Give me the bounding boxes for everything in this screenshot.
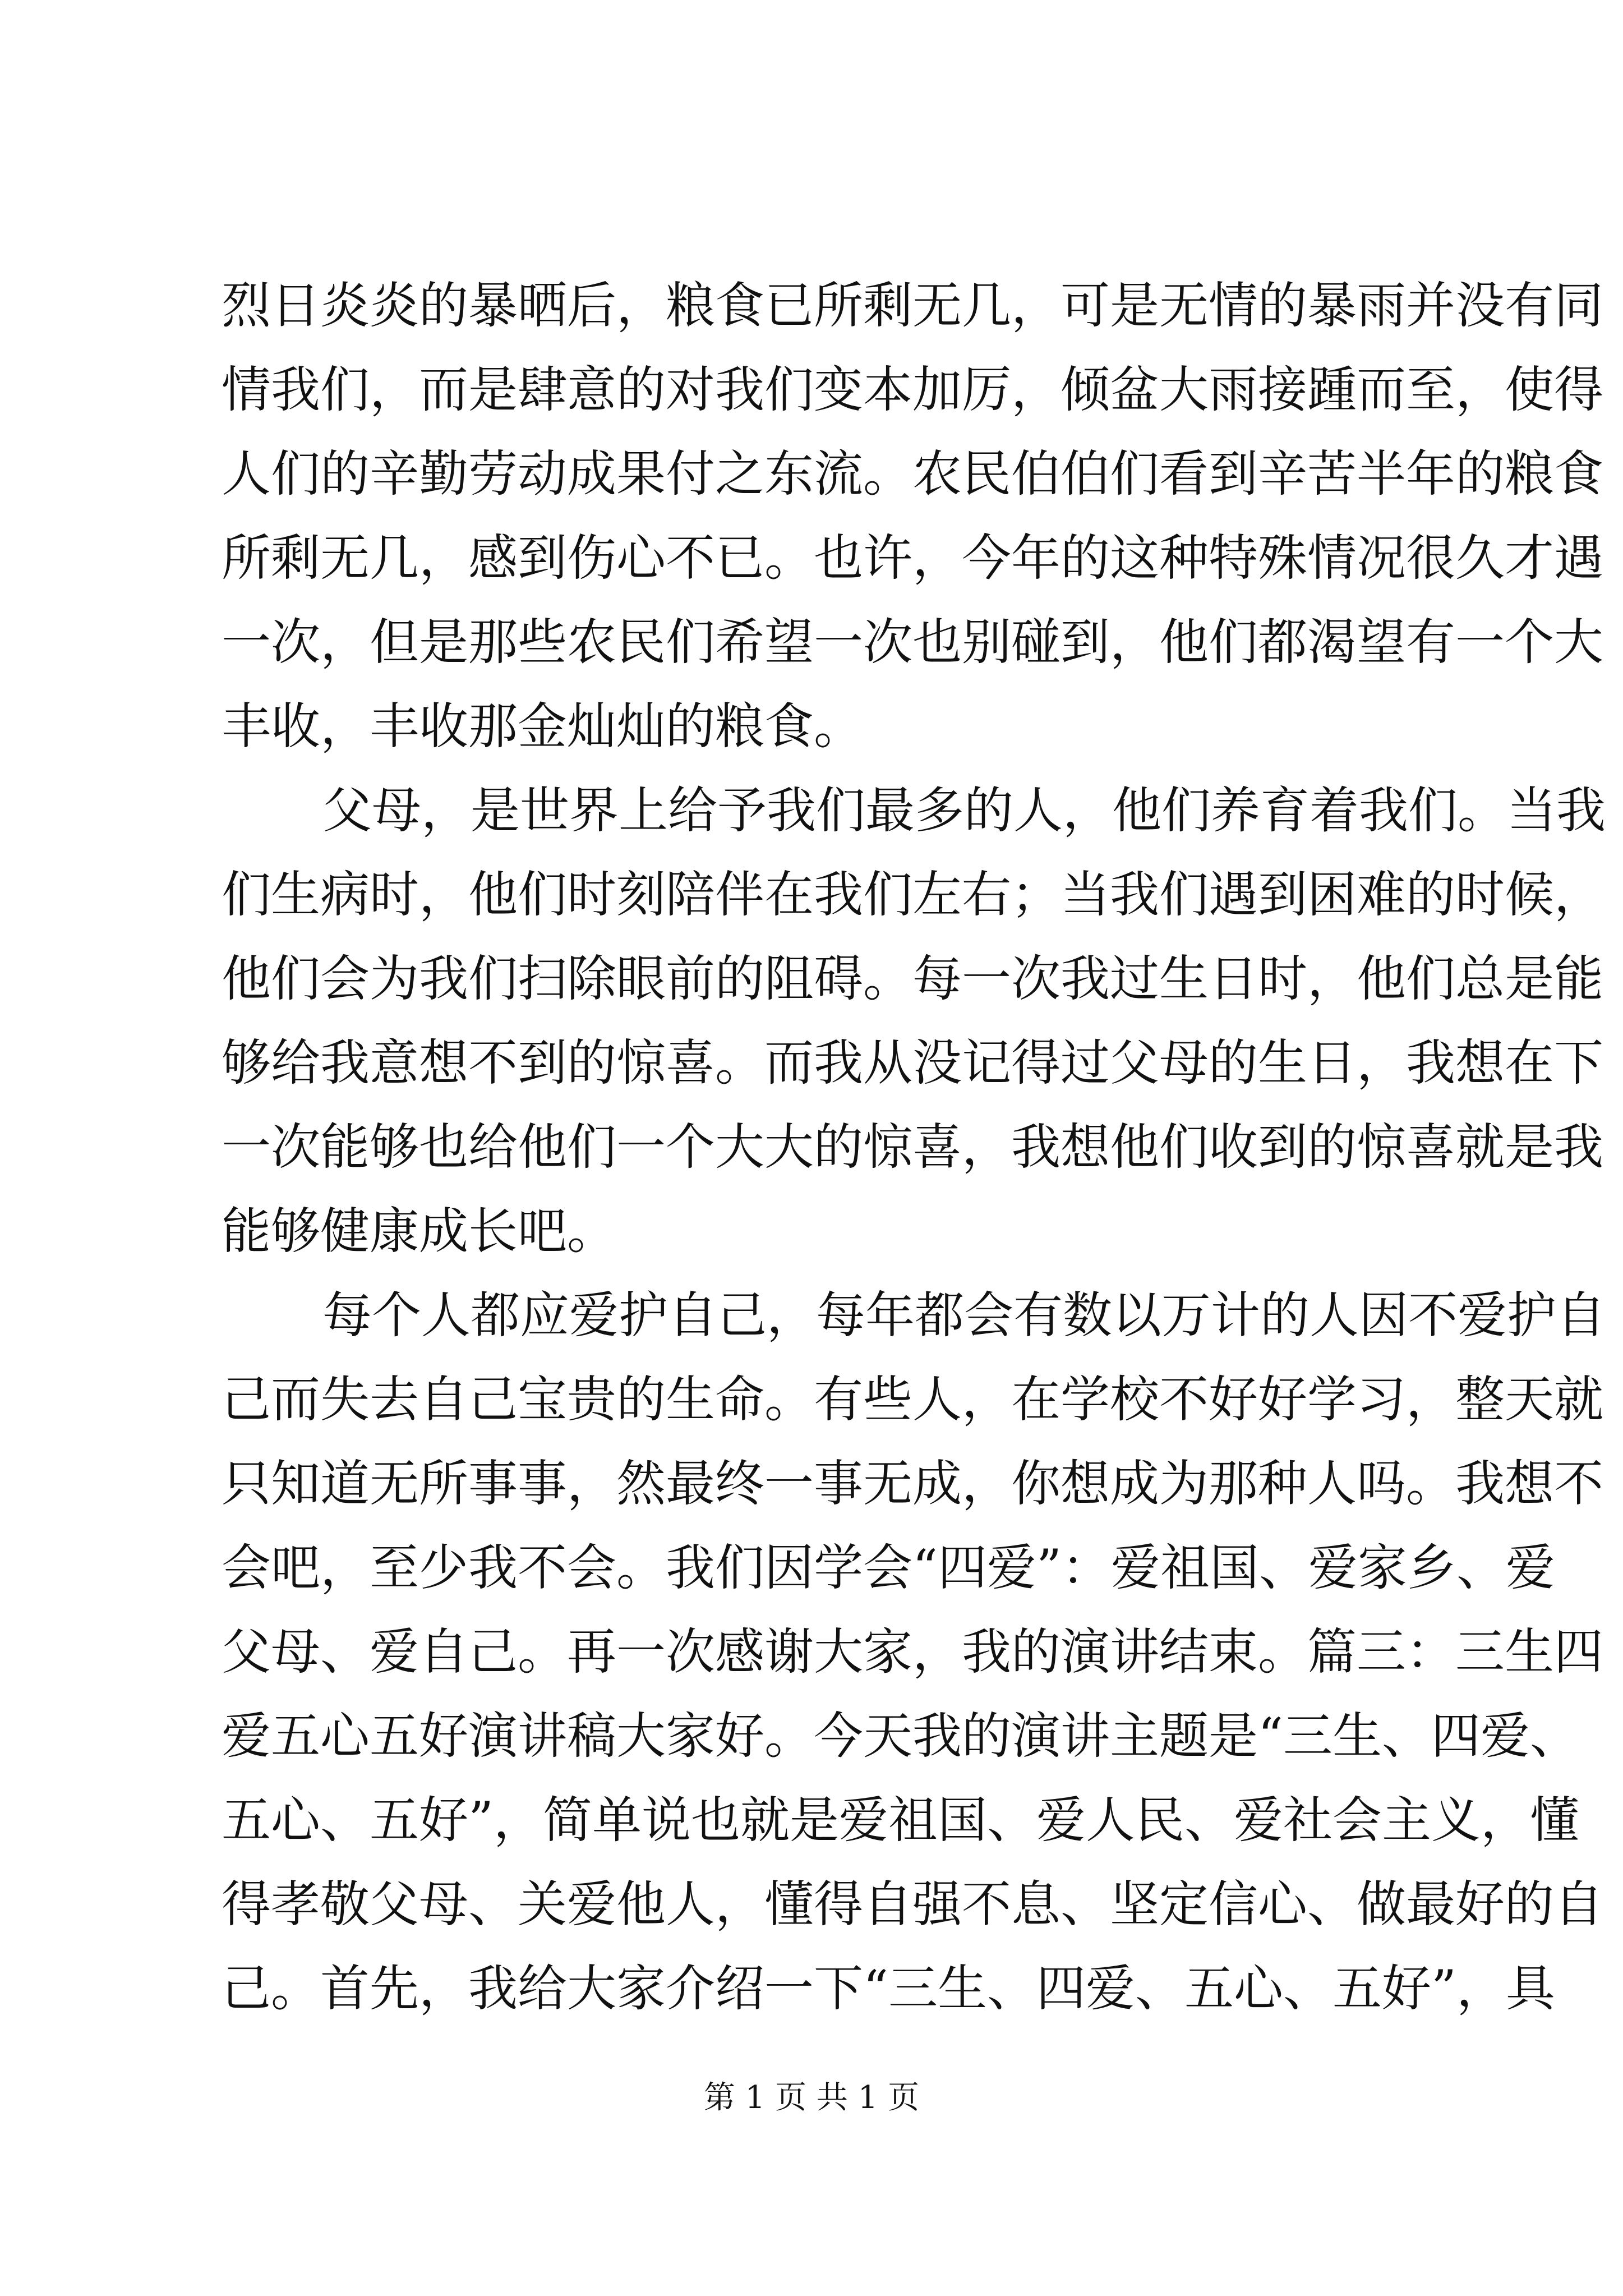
document-body	[222, 264, 1606, 2031]
text-line: 他们会为我们扫除眼前的阻碍。每一次我过生日时，他们总是能	[222, 950, 1604, 1007]
text-line: 能够健康成长吧。	[222, 1202, 617, 1260]
paragraph-first-line: 父母，是世界上给予我们最多的人，他们养育着我们。当我	[322, 781, 1606, 839]
text-line: 得孝敬父母、关爱他人，懂得自强不息、坚定信心、做最好的自	[222, 1875, 1604, 1933]
text-line: 己。首先，我给大家介绍一下“三生、四爱、五心、五好”，具	[222, 1959, 1555, 2017]
text-line: 五心、五好”，简单说也就是爱祖国、爱人民、爱社会主义，懂	[222, 1791, 1579, 1849]
text-line: 够给我意想不到的惊喜。而我从没记得过父母的生日，我想在下	[222, 1034, 1604, 1092]
text-line: 烈日炎炎的暴晒后，粮食已所剩无几，可是无情的暴雨并没有同	[222, 277, 1604, 334]
page-number-label: 第 1 页 共 1 页	[703, 2079, 920, 2116]
paragraph-first-line: 每个人都应爱护自己，每年都会有数以万计的人因不爱护自	[322, 1286, 1606, 1344]
text-line: 只知道无所事事，然最终一事无成，你想成为那种人吗。我想不	[222, 1455, 1604, 1512]
text-line: 己而失去自己宝贵的生命。有些人，在学校不好好学习，整天就	[222, 1370, 1604, 1428]
text-line: 所剩无几，感到伤心不已。也许，今年的这种特殊情况很久才遇	[222, 529, 1604, 587]
text-line: 会吧，至少我不会。我们因学会“四爱”：爱祖国、爱家乡、爱	[222, 1539, 1555, 1596]
text-line: 情我们，而是肆意的对我们变本加厉，倾盆大雨接踵而至，使得	[222, 361, 1604, 418]
text-line: 人们的辛勤劳动成果付之东流。农民伯伯们看到辛苦半年的粮食	[222, 445, 1604, 503]
text-line: 们生病时，他们时刻陪伴在我们左右；当我们遇到困难的时候，	[222, 866, 1604, 923]
text-line: 父母、爱自己。再一次感谢大家，我的演讲结束。篇三：三生四	[222, 1623, 1604, 1681]
text-line: 丰收，丰收那金灿灿的粮食。	[222, 697, 864, 755]
text-line: 一次能够也给他们一个大大的惊喜，我想他们收到的惊喜就是我	[222, 1118, 1604, 1176]
page-footer	[0, 2076, 1623, 2120]
text-line: 爱五心五好演讲稿大家好。今天我的演讲主题是“三生、四爱、	[222, 1707, 1579, 1765]
text-line: 一次，但是那些农民们希望一次也别碰到，他们都渴望有一个大	[222, 613, 1604, 671]
